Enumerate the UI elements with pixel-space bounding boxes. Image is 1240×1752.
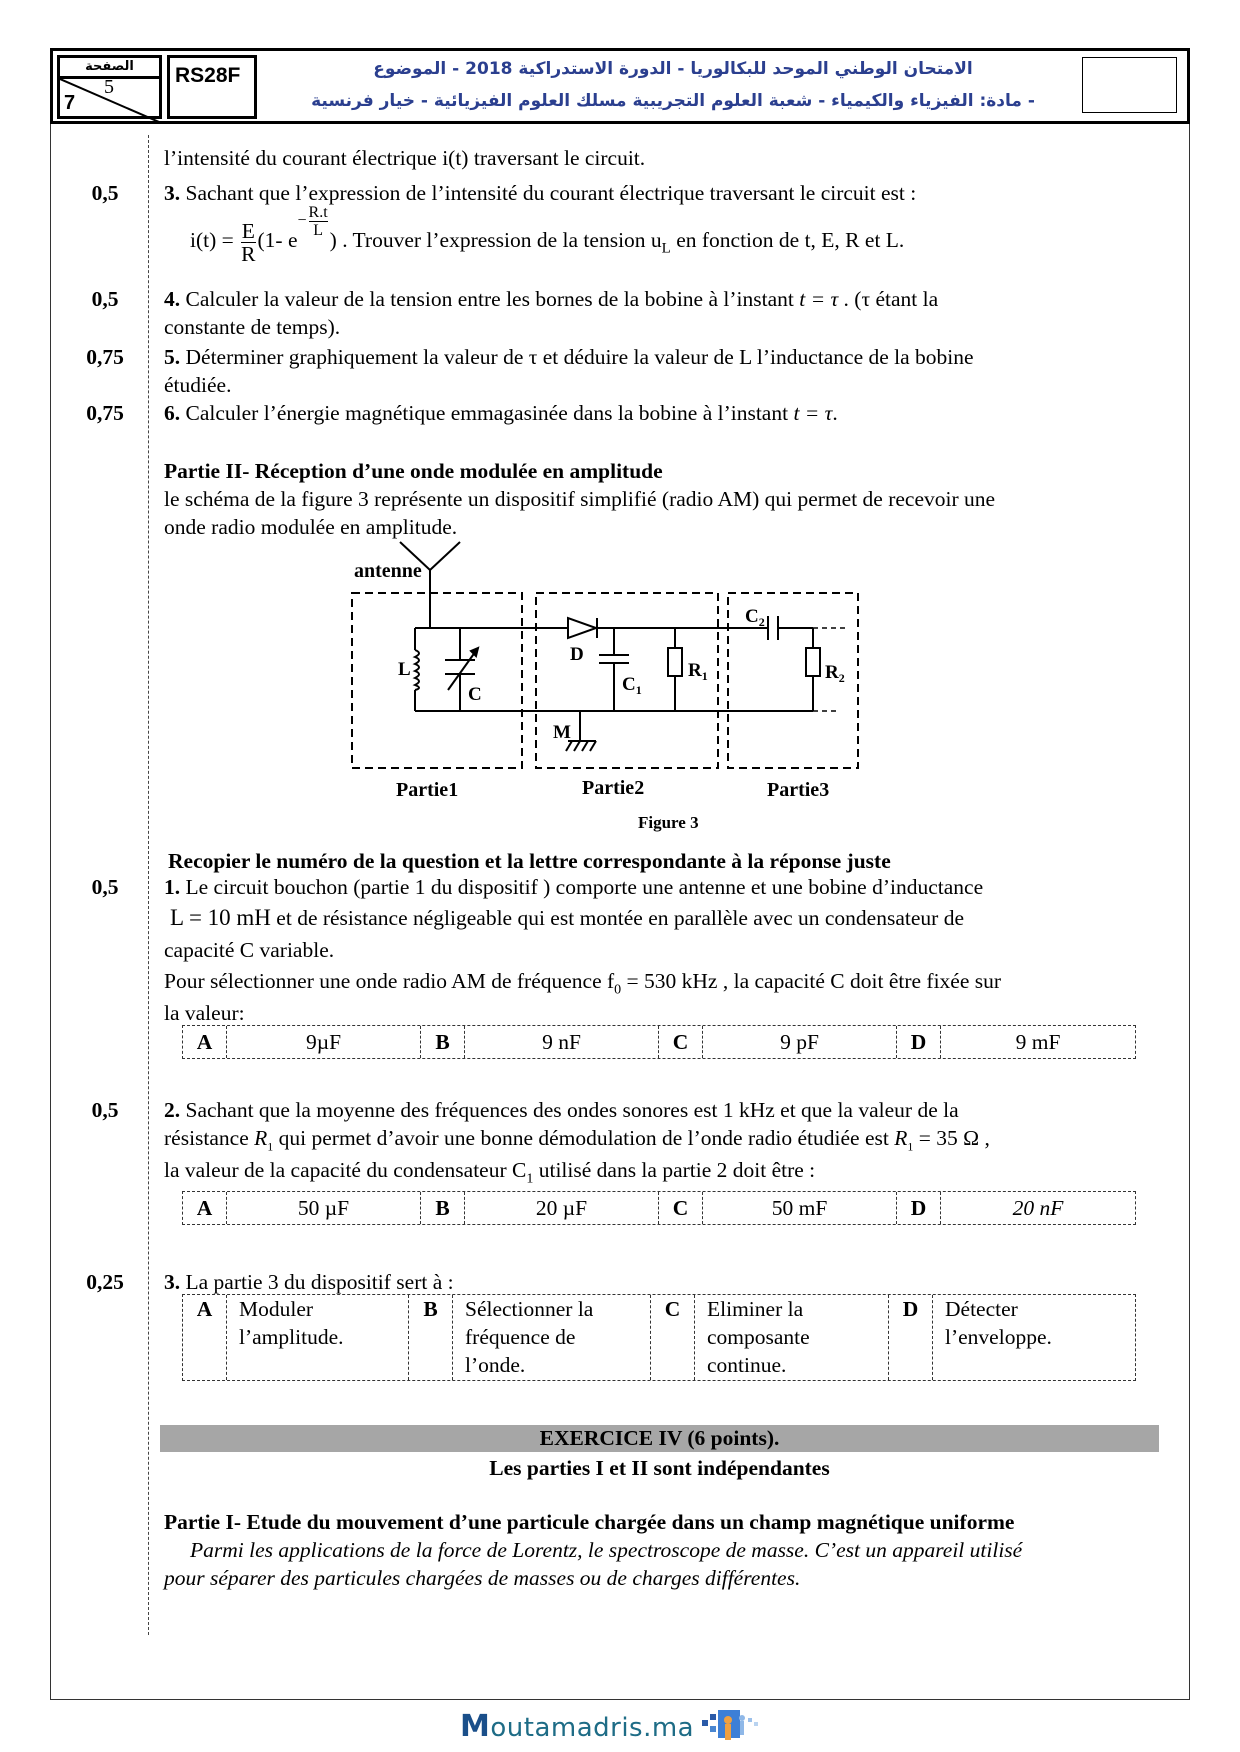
part2-title: Partie II- Réception d’une onde modulée en amplitude bbox=[164, 459, 663, 483]
exercise-4-part1-title: Partie I- Etude du mouvement d’une particule chargée dans un champ magnétique uniforme bbox=[164, 1510, 1015, 1534]
label-partie3: Partie3 bbox=[767, 779, 830, 801]
capacitor-C1-icon bbox=[599, 655, 629, 663]
empty-header-box bbox=[1082, 57, 1177, 113]
page-number-box bbox=[57, 55, 162, 119]
option-letter[interactable]: A bbox=[183, 1295, 227, 1380]
answer-table-q3 bbox=[182, 1294, 1136, 1381]
logo-graphic-icon bbox=[694, 1706, 764, 1746]
question-4-line2: constante de temps). bbox=[164, 315, 341, 339]
label-partie2: Partie2 bbox=[582, 777, 645, 799]
moutamadris-logo[interactable] bbox=[460, 1706, 764, 1746]
option-letter[interactable]: B bbox=[409, 1295, 453, 1380]
option-letter[interactable]: A bbox=[183, 1026, 227, 1058]
points-q4: 0,5 bbox=[91, 287, 119, 311]
part2-question-1-line5: la valeur: bbox=[164, 1001, 245, 1025]
exercise-4-subtitle: Les parties I et II sont indépendantes bbox=[489, 1456, 830, 1480]
option-letter[interactable]: A bbox=[183, 1192, 227, 1224]
option-value: 50 µF bbox=[227, 1192, 421, 1224]
label-partie1: Partie1 bbox=[396, 779, 459, 801]
question-3: 3. Sachant que l’expression de l’intensité du courant électrique traversant le circuit est : bbox=[164, 181, 917, 205]
page-current: 5 bbox=[104, 76, 114, 98]
capacitor-C2-icon bbox=[768, 616, 778, 640]
inductor-L-icon bbox=[415, 650, 419, 690]
question-4: 4. Calculer la valeur de la tension entre les bornes de la bobine à l’instant t = τ . (τ étant la bbox=[164, 287, 939, 311]
part2-question-2-line2: résistance $R_1$ qui permet d’avoir une bonne démodulation de l’onde radio étudiée est $R_1 = 35$ Ω , bbox=[164, 1126, 990, 1154]
label-C2: $C_2$ bbox=[745, 606, 765, 629]
answer-table-q1 bbox=[182, 1025, 1136, 1059]
part2-question-1-line3: capacité C variable. bbox=[164, 938, 335, 962]
option-letter[interactable]: B bbox=[421, 1192, 465, 1224]
label-C: C bbox=[468, 684, 482, 705]
instruction: Recopier le numéro de la question et la lettre correspondante à la réponse juste bbox=[168, 849, 891, 873]
label-C1: $C_1$ bbox=[622, 674, 642, 697]
option-value: 9µF bbox=[227, 1026, 421, 1058]
part2-question-2-line3: la valeur de la capacité du condensateur $C_1$ utilisé dans la partie 2 doit être : bbox=[164, 1158, 816, 1187]
exponent: − R.t L bbox=[297, 203, 328, 239]
label-L: L bbox=[398, 659, 411, 680]
diode-D-icon bbox=[568, 618, 597, 638]
continued-text: l’intensité du courant électrique i(t) traversant le circuit. bbox=[164, 146, 646, 170]
option-value: 50 mF bbox=[703, 1192, 897, 1224]
option-letter[interactable]: C bbox=[659, 1192, 703, 1224]
exam-title-line1: الامتحان الوطني الموحد للبكالوريا - الدورة الاستدراكية 2018 - الموضوع bbox=[373, 59, 973, 79]
option-value: 20 nF bbox=[1012, 1196, 1064, 1220]
resistor-R1-icon bbox=[668, 648, 682, 676]
figure-caption: Figure 3 bbox=[638, 813, 699, 832]
option-letter[interactable]: D bbox=[897, 1026, 941, 1058]
part2-intro-line1: le schéma de la figure 3 représente un dispositif simplifié (radio AM) qui permet de recevoir une bbox=[164, 487, 996, 511]
points-part2-q2: 0,5 bbox=[91, 1098, 119, 1122]
part2-question-3: 3. La partie 3 du dispositif sert à : bbox=[164, 1270, 454, 1294]
points-part2-q3: 0,25 bbox=[86, 1270, 124, 1294]
exercise-4-intro-line2: pour séparer des particules chargées de masses ou de charges différentes. bbox=[164, 1566, 801, 1590]
page-total: 7 bbox=[64, 92, 76, 114]
exercise-4-intro-line1: Parmi les applications de la force de Lorentz, le spectroscope de masse. C’est un appareil utilisé bbox=[190, 1538, 1023, 1562]
option-value: Eliminer la composante continue. bbox=[695, 1295, 889, 1380]
part2-question-2: 2. Sachant que la moyenne des fréquences des ondes sonores est 1 kHz et que la valeur de la bbox=[164, 1098, 959, 1122]
part2-question-1: 1. Le circuit bouchon (partie 1 du dispositif ) comporte une antenne et une bobine d’inductance bbox=[164, 875, 984, 899]
fraction-e-over-r: $\frac{E}{R}$ bbox=[241, 218, 256, 266]
exam-code: RS28F bbox=[167, 55, 257, 119]
option-value: Moduler l’amplitude. bbox=[227, 1295, 409, 1380]
option-letter[interactable]: C bbox=[651, 1295, 695, 1380]
exam-title bbox=[263, 53, 1083, 121]
points-q5: 0,75 bbox=[86, 345, 124, 369]
label-M: M bbox=[553, 722, 571, 743]
points-q3: 0,5 bbox=[91, 181, 119, 205]
question-5: 5. Déterminer graphiquement la valeur de τ et déduire la valeur de L l’inductance de la bobine bbox=[164, 345, 974, 369]
option-letter[interactable]: D bbox=[889, 1295, 933, 1380]
resistor-R2-icon bbox=[806, 648, 820, 676]
question-6: 6. Calculer l’énergie magnétique emmagasinée dans la bobine à l’instant t = τ. bbox=[164, 401, 838, 425]
points-q6: 0,75 bbox=[86, 401, 124, 425]
exam-title-line2: - مادة: الفيزياء والكيمياء - شعبة العلوم التجريبية مسلك العلوم الفيزيائية - خيار فرنسية bbox=[311, 91, 1035, 111]
page-label: الصفحة bbox=[60, 58, 159, 79]
partie1-box bbox=[352, 593, 522, 768]
antenna-icon bbox=[400, 542, 460, 628]
option-value: 9 mF bbox=[1015, 1030, 1061, 1054]
option-letter[interactable]: C bbox=[659, 1026, 703, 1058]
option-value: Sélectionner la fréquence de l’onde. bbox=[453, 1295, 651, 1380]
current-formula: i(t) = $\frac{E}{R}$ (1- $e^{- \frac{R.t}{L}}$ ) . Trouver l’expression de la tension $u_L$ en fonction de t, E, R et L. bbox=[190, 203, 905, 266]
logo-text: Moutamadris.ma bbox=[460, 1708, 695, 1744]
option-letter[interactable]: D bbox=[897, 1192, 941, 1224]
part2-question-1-line4: Pour sélectionner une onde radio AM de fréquence $f_0 = 530$ kHz , la capacité C doit être fixée sur bbox=[164, 969, 1002, 998]
circuit-diagram-figure3 bbox=[340, 540, 980, 840]
option-value: 9 pF bbox=[703, 1026, 897, 1058]
option-value: Détecter l’enveloppe. bbox=[945, 1297, 1052, 1349]
margin-divider bbox=[148, 135, 149, 1635]
antenna-label: antenne bbox=[354, 560, 422, 582]
part2-intro-line2: onde radio modulée en amplitude. bbox=[164, 515, 458, 539]
points-part2-q1: 0,5 bbox=[91, 875, 119, 899]
option-letter[interactable]: B bbox=[421, 1026, 465, 1058]
answer-table-q2 bbox=[182, 1191, 1136, 1225]
exercise-4-banner: EXERCICE IV (6 points). bbox=[160, 1425, 1159, 1452]
label-D: D bbox=[570, 644, 584, 665]
label-R1: $R_1$ bbox=[688, 660, 708, 683]
question-5-line2: étudiée. bbox=[164, 373, 232, 397]
part2-question-1-line2: L = 10 mH et de résistance négligeable qui est montée en parallèle avec un condensateur de bbox=[170, 905, 964, 930]
label-R2: $R_2$ bbox=[825, 662, 845, 685]
option-value: 20 µF bbox=[465, 1192, 659, 1224]
option-value: 9 nF bbox=[465, 1026, 659, 1058]
exam-header bbox=[50, 48, 1190, 124]
